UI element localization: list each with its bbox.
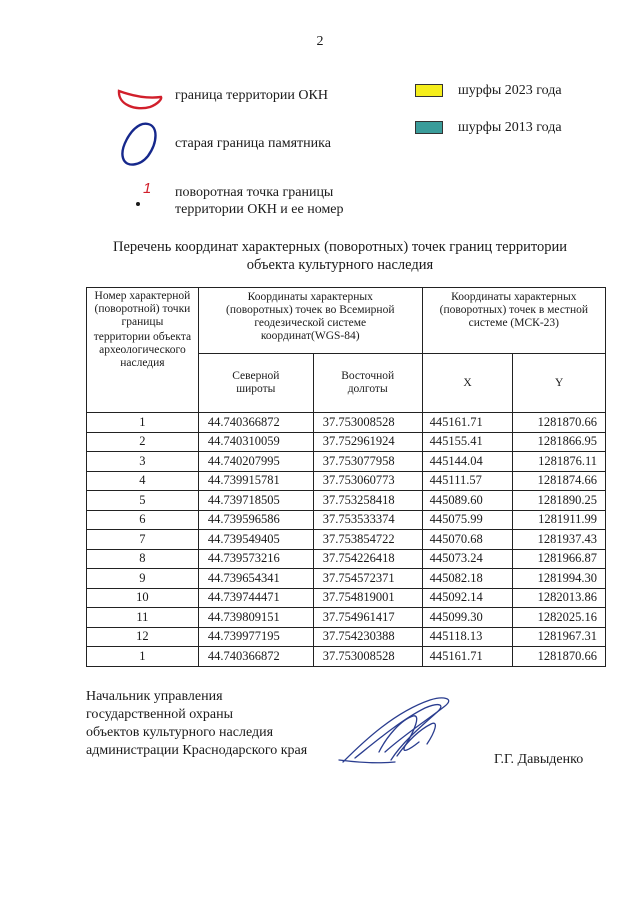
page-number: 2 — [316, 34, 324, 49]
cell-latitude: 44.739654341 — [198, 569, 313, 589]
cell-x: 445144.04 — [422, 452, 513, 472]
cell-latitude: 44.739744471 — [198, 588, 313, 608]
table-row — [87, 432, 606, 452]
cell-latitude: 44.739718505 — [198, 491, 313, 511]
cell-x: 445070.68 — [422, 530, 513, 550]
cell-latitude: 44.739596586 — [198, 510, 313, 530]
pits-2013-swatch — [415, 121, 443, 134]
signatory-name: Г.Г. Давыденко — [494, 752, 584, 767]
signature-line-1: Начальник управления — [86, 689, 223, 704]
legend-pits-2013: шурфы 2013 года — [458, 120, 562, 135]
table-row — [87, 569, 606, 589]
cell-y: 1281876.11 — [513, 452, 606, 472]
header-wgs: Координаты характерных (поворотных) точек во Всемирной геодезической системе координат(WGS-84) — [198, 288, 422, 354]
cell-x: 445089.60 — [422, 491, 513, 511]
cell-latitude: 44.739977195 — [198, 627, 313, 647]
cell-point-number: 10 — [87, 588, 199, 608]
cell-y: 1281966.87 — [513, 549, 606, 569]
table-row — [87, 510, 606, 530]
cell-y: 1281870.66 — [513, 647, 606, 667]
cell-y: 1281866.95 — [513, 432, 606, 452]
table-row — [87, 608, 606, 628]
table-body — [87, 413, 606, 667]
table-row — [87, 549, 606, 569]
legend-turn-point-line1: поворотная точка границы — [175, 185, 334, 200]
cell-y: 1281967.31 — [513, 627, 606, 647]
cell-longitude: 37.754572371 — [313, 569, 422, 589]
cell-latitude: 44.739915781 — [198, 471, 313, 491]
cell-latitude: 44.739809151 — [198, 608, 313, 628]
cell-point-number: 6 — [87, 510, 199, 530]
cell-longitude: 37.754226418 — [313, 549, 422, 569]
cell-x: 445161.71 — [422, 413, 513, 433]
header-msk: Координаты характерных (поворотных) точек в местной системе (МСК-23) — [422, 288, 605, 354]
cell-y: 1282025.16 — [513, 608, 606, 628]
cell-longitude: 37.753008528 — [313, 647, 422, 667]
cell-y: 1281911.99 — [513, 510, 606, 530]
cell-longitude: 37.754230388 — [313, 627, 422, 647]
legend-pits-2023: шурфы 2023 года — [458, 83, 562, 98]
cell-longitude: 37.753533374 — [313, 510, 422, 530]
old-border-symbol — [118, 120, 162, 170]
cell-point-number: 1 — [87, 413, 199, 433]
cell-x: 445118.13 — [422, 627, 513, 647]
cell-point-number: 1 — [87, 647, 199, 667]
cell-x: 445082.18 — [422, 569, 513, 589]
cell-x: 445099.30 — [422, 608, 513, 628]
cell-point-number: 3 — [87, 452, 199, 472]
handwritten-signature — [335, 690, 465, 770]
cell-y: 1282013.86 — [513, 588, 606, 608]
cell-point-number: 2 — [87, 432, 199, 452]
cell-longitude: 37.753008528 — [313, 413, 422, 433]
header-longitude: Восточной долготы — [313, 354, 422, 413]
cell-longitude: 37.753854722 — [313, 530, 422, 550]
table-row — [87, 413, 606, 433]
turn-point-dot — [136, 202, 140, 206]
cell-latitude: 44.740207995 — [198, 452, 313, 472]
cell-point-number: 9 — [87, 569, 199, 589]
cell-point-number: 5 — [87, 491, 199, 511]
cell-y: 1281994.30 — [513, 569, 606, 589]
cell-x: 445161.71 — [422, 647, 513, 667]
cell-longitude: 37.753060773 — [313, 471, 422, 491]
cell-y: 1281937.43 — [513, 530, 606, 550]
cell-latitude: 44.739549405 — [198, 530, 313, 550]
cell-point-number: 7 — [87, 530, 199, 550]
cell-x: 445075.99 — [422, 510, 513, 530]
cell-x: 445155.41 — [422, 432, 513, 452]
turn-point-number: 1 — [143, 180, 152, 197]
table-row — [87, 491, 606, 511]
okn-border-symbol — [116, 85, 164, 113]
legend-turn-point-line2: территории ОКН и ее номер — [175, 202, 344, 217]
signature-line-3: объектов культурного наследия — [86, 725, 274, 740]
cell-longitude: 37.753077958 — [313, 452, 422, 472]
signature-line-4: администрации Краснодарского края — [86, 743, 308, 758]
turn-point-symbol — [134, 180, 158, 210]
cell-y: 1281874.66 — [513, 471, 606, 491]
table-row — [87, 530, 606, 550]
header-latitude: Северной широты — [198, 354, 313, 413]
cell-longitude: 37.752961924 — [313, 432, 422, 452]
cell-point-number: 8 — [87, 549, 199, 569]
cell-latitude: 44.739573216 — [198, 549, 313, 569]
table-row — [87, 588, 606, 608]
pits-2023-swatch — [415, 84, 443, 97]
cell-latitude: 44.740310059 — [198, 432, 313, 452]
cell-x: 445073.24 — [422, 549, 513, 569]
legend-okn-border: граница территории ОКН — [175, 88, 328, 103]
legend-old-border: старая граница памятника — [175, 136, 331, 151]
table-row — [87, 471, 606, 491]
header-x: X — [422, 354, 513, 413]
title-line-1: Перечень координат характерных (поворотных) точек границ территории — [112, 239, 568, 255]
table-row — [87, 647, 606, 667]
cell-x: 445092.14 — [422, 588, 513, 608]
header-point-number: Номер характерной (поворотной) точки границы территории объекта археологического наследия — [87, 288, 199, 413]
table-row — [87, 452, 606, 472]
cell-latitude: 44.740366872 — [198, 413, 313, 433]
cell-y: 1281890.25 — [513, 491, 606, 511]
cell-point-number: 12 — [87, 627, 199, 647]
coordinates-table — [86, 287, 606, 667]
cell-y: 1281870.66 — [513, 413, 606, 433]
cell-latitude: 44.740366872 — [198, 647, 313, 667]
cell-longitude: 37.753258418 — [313, 491, 422, 511]
cell-point-number: 4 — [87, 471, 199, 491]
cell-x: 445111.57 — [422, 471, 513, 491]
cell-point-number: 11 — [87, 608, 199, 628]
title-line-2: объекта культурного наследия — [246, 257, 434, 273]
cell-longitude: 37.754961417 — [313, 608, 422, 628]
header-y: Y — [513, 354, 606, 413]
table-row — [87, 627, 606, 647]
cell-longitude: 37.754819001 — [313, 588, 422, 608]
table-title — [60, 238, 620, 274]
signature-block — [86, 688, 307, 760]
signature-line-2: государственной охраны — [86, 707, 234, 722]
